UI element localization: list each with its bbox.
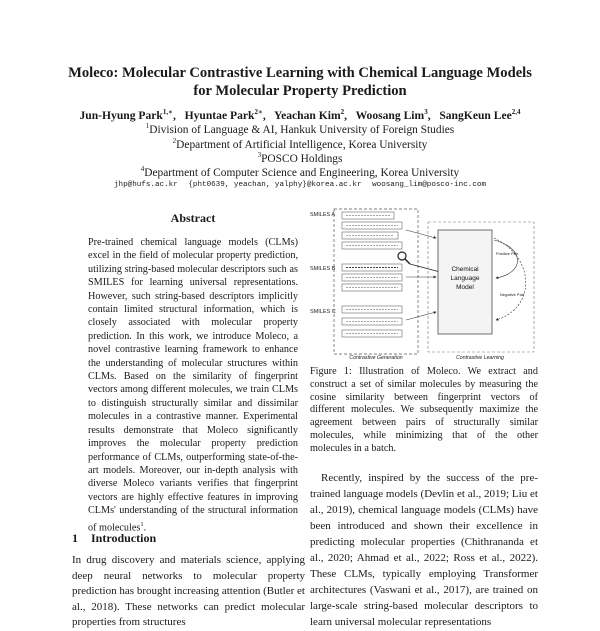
model-label: Chemical <box>451 266 479 273</box>
author: Woosang Lim$^3$, <box>355 108 431 122</box>
affiliation: $^2$Department of Artificial Intelligence, Korea University <box>172 137 428 151</box>
moleco-diagram <box>310 208 536 360</box>
affiliation: $^1$Division of Language & AI, Hankuk University of Foreign Studies <box>145 122 455 136</box>
abstract-text: Pre-trained chemical language models (CLMs) excel in the field of molecular property prediction, utilizing string-based molecular descriptors such as SMILES for learning universal representations. However, such string-based descriptors implicitly contain limited structural information, which is closely associated with molecular property prediction. In this work, we introduce Moleco, a novel contrastive learning framework to enhance the understanding of molecular structures within CLMs. Based on the similarity of fingerprint vectors among different molecules, we train CLMs to distinguish structurally similar and dissimilar molecules in a contrastive manner. Experimental results demonstrate that Moleco significantly improves the molecular property prediction performance of CLMs, outperforming state-of-the-art models. Moreover, our in-depth analysis with diverse Moleco variants verifies that fingerprint vectors are highly effective features in improving CLMs' understanding of the structural information of molecules$^1$. <box>88 237 298 533</box>
section-heading: 1 Introduction <box>72 531 157 545</box>
figure-1 <box>310 208 536 360</box>
author: SangKeun Lee$^{2,4}$ <box>439 108 521 122</box>
email: {pht0639, yeachan, yalphy}@korea.ac.kr <box>188 181 362 189</box>
contrastive-generation-label: Contrastive Generation <box>349 355 403 360</box>
email: jhp@hufs.ac.kr <box>113 181 178 189</box>
chemical-language-model-box <box>438 230 492 334</box>
smiles-c-label: SMILES C <box>310 309 336 315</box>
molecule-group-a <box>342 212 402 249</box>
author: Yeachan Kim$^2$, <box>274 108 348 122</box>
author-emails <box>40 181 560 189</box>
magnifier-icon <box>398 252 440 272</box>
positive-pair-label: Positive Pair <box>496 251 519 256</box>
author: Hyuntae Park$^{2∗}$, <box>184 108 266 122</box>
author: Jun-Hyung Park$^{1,∗}$, <box>79 108 176 122</box>
affiliation: $^4$Department of Computer Science and Engineering, Korea University <box>140 165 460 179</box>
footnote-mark[interactable]: 1 <box>140 520 144 528</box>
molecule-group-b <box>342 264 402 291</box>
contrastive-learning-label: Contrastive Learning <box>456 355 504 360</box>
model-label: Language <box>450 275 480 282</box>
positive-pair-arc <box>494 240 518 278</box>
molecule-group-c <box>342 306 402 337</box>
introduction-text: In drug discovery and materials science, applying deep neural networks to molecular property prediction has brought increasing attention (Butler et al., 2018). These networks can predict molecular properties from structures <box>72 554 305 629</box>
column-2-text <box>310 470 538 630</box>
paper-title-line-2: for Molecular Property Prediction <box>193 83 407 99</box>
affiliation: $^3$POSCO Holdings <box>257 151 343 165</box>
abstract-heading: Abstract <box>170 211 216 225</box>
model-label: Model <box>456 284 474 291</box>
negative-pair-label: Negative Pair <box>500 292 525 297</box>
paper-title-line-1: Moleco: Molecular Contrastive Learning with Chemical Language Models <box>68 65 532 81</box>
smiles-a-label: SMILES A <box>310 212 336 218</box>
email: woosang_lim@posco-inc.com <box>372 181 487 189</box>
paragraph: Recently, inspired by the success of the pre-trained language models (Devlin et al., 2019; Liu et al., 2019), chemical language models (CLMs) have been introduced and shown their excellence in predicting molecular properties (Chithrananda et al., 2020; Ahmad et al., 2022; Ross et al., 2022). These CLMs, typically employing Transformer architectures (Vaswani et al., 2017), are trained on large-scale string-based molecular descriptors to learn universal molecular representations <box>310 472 538 628</box>
figure-caption: Figure 1: Illustration of Moleco. We extract and construct a set of similar molecules by measuring the cosine similarity between fingerprint vectors of different molecules. We subsequently maximize the agreement between pairs of structurally similar molecules, while minimizing that of the other molecules in a batch. <box>310 366 538 454</box>
author-list <box>40 107 560 122</box>
smiles-b-label: SMILES B <box>310 266 336 272</box>
